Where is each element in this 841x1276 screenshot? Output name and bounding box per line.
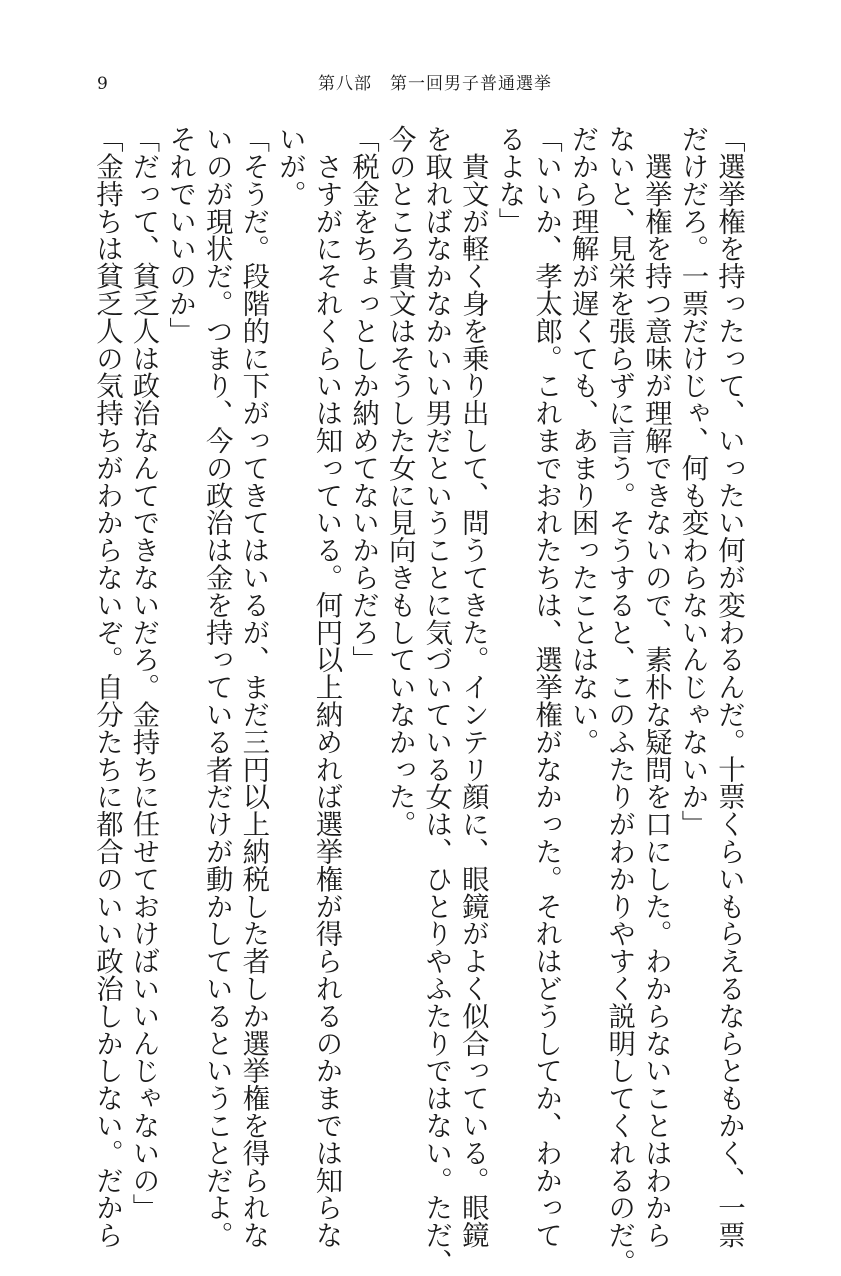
text-line: 「税金をちょっとしか納めてないからだろ」 [347, 125, 379, 673]
text-line: 「選挙権を持ったって、いったい何が変わるんだ。十票くらいもらえるならともかく、一票 [713, 125, 744, 1249]
body-text [87, 125, 746, 1276]
text-line: 「いいか、孝太郎。これまでおれたちは、選挙権がなかった。それはどうしてか、わかって [530, 125, 562, 1249]
text-line: ないと、見栄を張らずに言う。そうすると、このふたりがわかりやすく説明してくれるのだ。 [603, 125, 635, 1276]
text-line: いのが現状だ。つまり、今の政治は金を持っている者だけが動かしているということだよ。 [200, 125, 232, 1249]
text-line: 「金持ちは貧乏人の気持ちがわからないぞ。自分たちに都合のいい政治しかしない。だから [90, 125, 122, 1249]
text-line: いが。 [273, 125, 305, 208]
text-line: を取ればなかなかいい男だということに気づいている女は、ひとりやふたりではない。ただ、 [420, 125, 452, 1276]
text-line: 今のところ貴文はそうした女に見向きもしていなかった。 [383, 125, 415, 838]
text-line: 貴文が軽く身を乗り出して、問うてきた。インテリ顔に、眼鏡がよく似合っている。眼鏡 [456, 125, 488, 1249]
text-line: さすがにそれくらいは知っている。何円以上納めれば選挙権が得られるのかまでは知らな [310, 125, 342, 1249]
text-line: だけだろ。一票だけじゃ、何も変わらないんじゃないか」 [676, 125, 708, 838]
running-head-title: 第八部 第一回男子普通選挙 [318, 74, 552, 94]
text-line: それでいいのか」 [164, 125, 196, 345]
text-line: 「そうだ。段階的に下がってきてはいるが、まだ三円以上納税した者しか選挙権を得られな [237, 125, 269, 1249]
text-line: 「だって、貧乏人は政治なんてできないだろ。金持ちに任せておけばいいんじゃないの」 [127, 125, 159, 1221]
page-number: 9 [97, 74, 108, 94]
text-line: るよな」 [493, 125, 525, 235]
text-line: 選挙権を持つ意味が理解できないので、素朴な疑問を口にした。わからないことはわから [639, 125, 671, 1249]
text-line: だから理解が遅くても、あまり困ったことはない。 [566, 125, 598, 756]
